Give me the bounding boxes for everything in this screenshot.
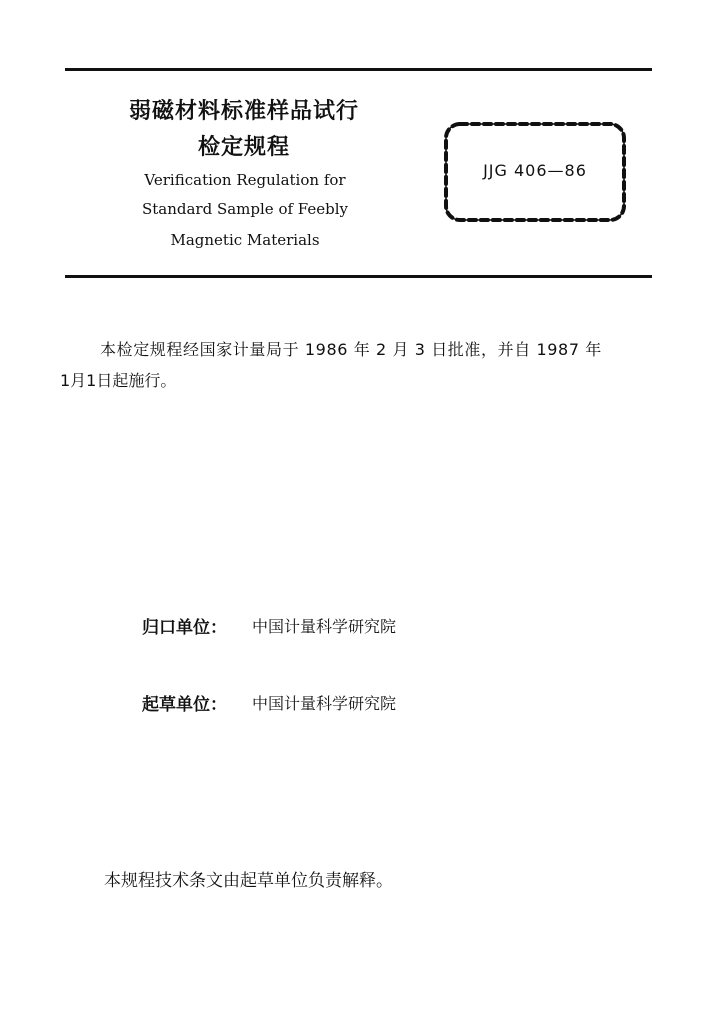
title-cn-line2: 检定规程: [197, 135, 290, 160]
regulation-code-box: [440, 118, 630, 226]
top-rule: [65, 68, 652, 71]
drafting-unit-value: 中国计量科学研究院: [252, 694, 397, 713]
title-en-line3: Magnetic Materials: [170, 231, 320, 249]
responsible-unit-label: 归口单位：: [142, 618, 227, 638]
approval-text-line2: 1月1日起施行。: [60, 371, 177, 390]
regulation-code: JJG 406—86: [483, 161, 587, 180]
title-en-line1: Verification Regulation for: [144, 171, 346, 189]
drafting-unit-label: 起草单位：: [142, 695, 227, 715]
responsible-unit-value: 中国计量科学研究院: [252, 617, 397, 636]
interpretation-note: 本规程技术条文由起草单位负责解释。: [104, 871, 393, 891]
bottom-rule: [65, 275, 652, 278]
approval-text-line1: 本检定规程经国家计量局于 1986 年 2 月 3 日批准，并自 1987 年: [100, 340, 602, 359]
title-en-line2: Standard Sample of Feebly: [141, 200, 349, 218]
title-cn-line1: 弱磁材料标准样品试行: [128, 99, 359, 124]
